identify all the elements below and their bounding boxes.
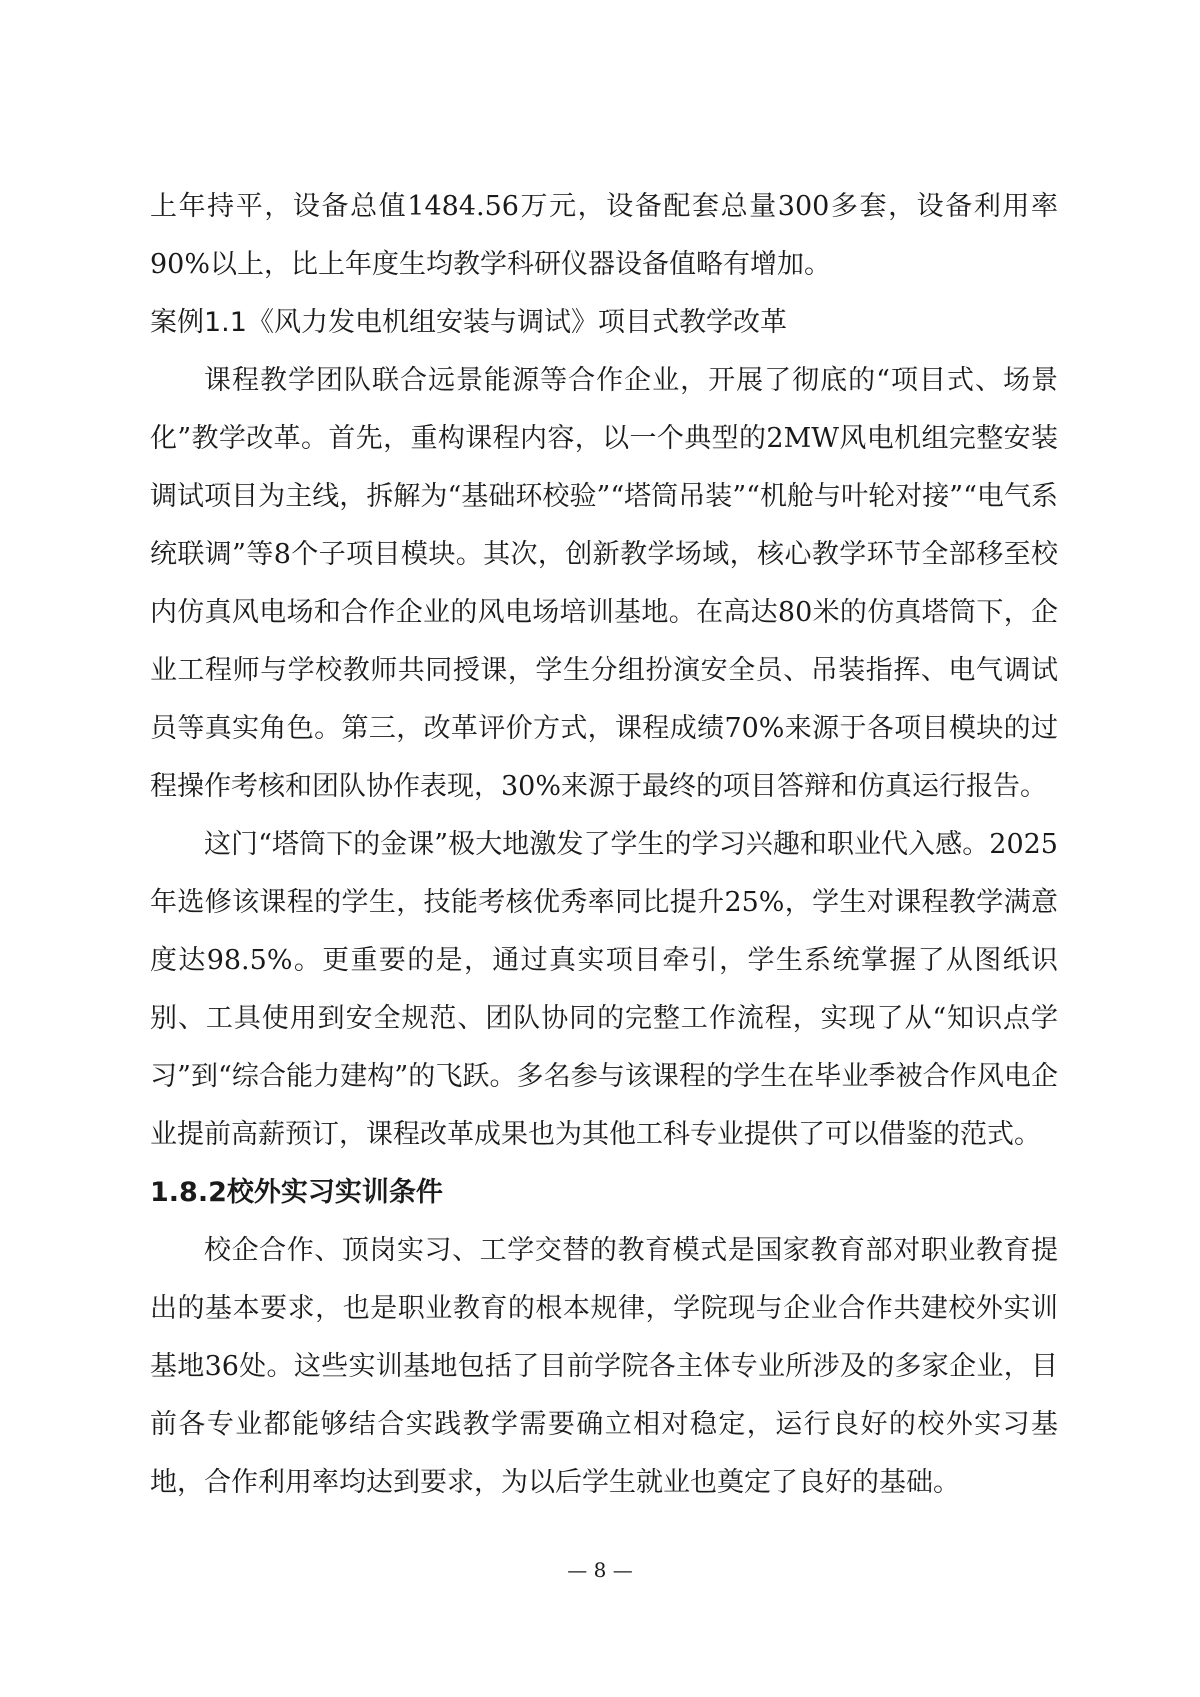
section-paragraph: 校企合作、顶岗实习、工学交替的教育模式是国家教育部对职业教育提出的基本要求，也是职业教育的根本规律，学院现与企业合作共建校外实训基地36处。这些实训基地包括了目前学院各主体专业所涉及的多家企业，目前各专业都能够结合实践教学需要确立相对稳定，运行良好的校外实习基地，合作利用率均达到要求，为以后学生就业也奠定了良好的基础。	[150, 1235, 1058, 1498]
intro-paragraph: 上年持平，设备总值1484.56万元，设备配套总量300多套，设备利用率90%以上，比上年度生均教学科研仪器设备值略有增加。	[150, 191, 1058, 280]
document-body	[150, 178, 1058, 1512]
section-heading: 1.8.2校外实习实训条件	[150, 1177, 443, 1208]
page-number: — 8 —	[567, 1558, 633, 1582]
case-paragraph-2: 这门“塔筒下的金课”极大地激发了学生的学习兴趣和职业代入感。2025年选修该课程的学生，技能考核优秀率同比提升25%，学生对课程教学满意度达98.5%。更重要的是，通过真实项目牵引，学生系统掌握了从图纸识别、工具使用到安全规范、团队协同的完整工作流程，实现了从“知识点学习”到“综合能力建构”的飞跃。多名参与该课程的学生在毕业季被合作风电企业提前高薪预订，课程改革成果也为其他工科专业提供了可以借鉴的范式。	[150, 829, 1058, 1150]
case-paragraph-1: 课程教学团队联合远景能源等合作企业，开展了彻底的“项目式、场景化”教学改革。首先，重构课程内容，以一个典型的2MW风电机组完整安装调试项目为主线，拆解为“基础环校验”“塔筒吊装”“机舱与叶轮对接”“电气系统联调”等8个子项目模块。其次，创新教学场域，核心教学环节全部移至校内仿真风电场和合作企业的风电场培训基地。在高达80米的仿真塔筒下，企业工程师与学校教师共同授课，学生分组扮演安全员、吊装指挥、电气调试员等真实角色。第三，改革评价方式，课程成绩70%来源于各项目模块的过程操作考核和团队协作表现，30%来源于最终的项目答辩和仿真运行报告。	[150, 365, 1058, 802]
case-title: 案例1.1《风力发电机组安装与调试》项目式教学改革	[150, 307, 787, 338]
